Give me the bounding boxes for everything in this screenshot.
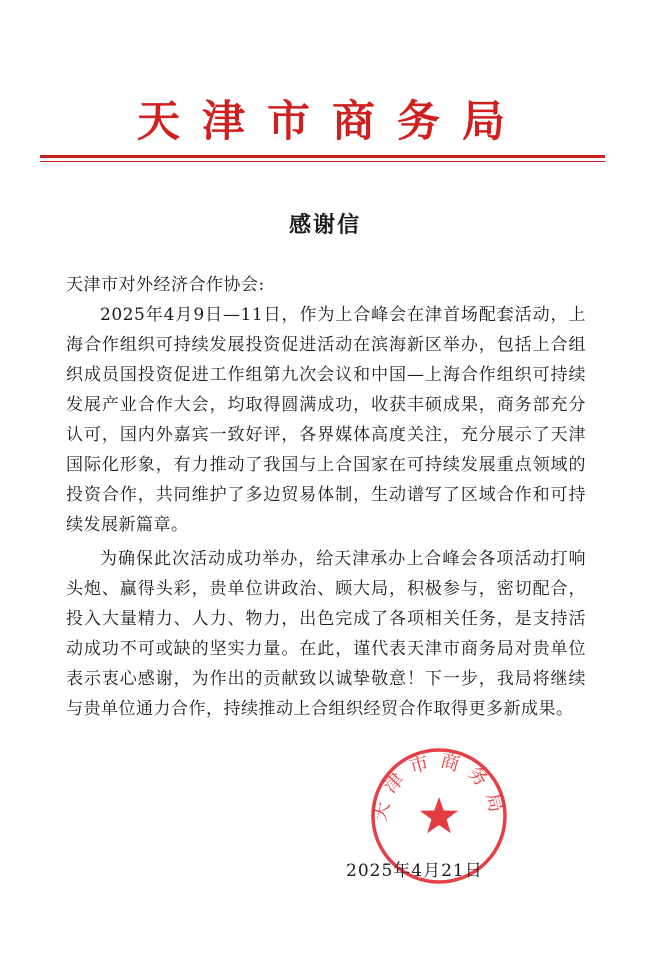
- paragraph-2: 为确保此次活动成功举办，给天津承办上合峰会各项活动打响头炮、赢得头彩，贵单位讲政治、顾大局，积极参与，密切配合，投入大量精力、人力、物力，出色完成了各项相关任务，是支持活动成功不可或缺的坚实力量。在此，谨代表天津市商务局对贵单位表示衷心感谢，为作出的贡献致以诚挚敬意！下一步，我局将继续与贵单位通力合作，持续推动上合组织经贸合作取得更多新成果。: [66, 549, 586, 719]
- letter-body: [66, 270, 586, 724]
- letter-date: 2025年4月21日: [346, 861, 483, 881]
- letterhead-rule-thin: [40, 161, 605, 162]
- letterhead-title: 天津市商务局: [137, 97, 527, 147]
- seal-text: 天津市商务局: [368, 749, 510, 824]
- document-title: 感谢信: [288, 213, 361, 238]
- letterhead-rule-thick: [40, 155, 605, 158]
- salutation: 天津市对外经济合作协会:: [66, 275, 265, 295]
- seal-star-icon: [420, 797, 458, 833]
- paragraph-1: 2025年4月9日—11日，作为上合峰会在津首场配套活动，上海合作组织可持续发展投资促进活动在滨海新区举办，包括上合组织成员国投资促进工作组第九次会议和中国—上海合作组织可持续发展产业合作大会，均取得圆满成功，收获丰硕成果，商务部充分认可，国内外嘉宾一致好评，各界媒体高度关注，充分展示了天津国际化形象，有力推动了我国与上合国家在可持续发展重点领域的投资合作，共同维护了多边贸易体制，生动谱写了区域合作和可持续发展新篇章。: [66, 305, 586, 535]
